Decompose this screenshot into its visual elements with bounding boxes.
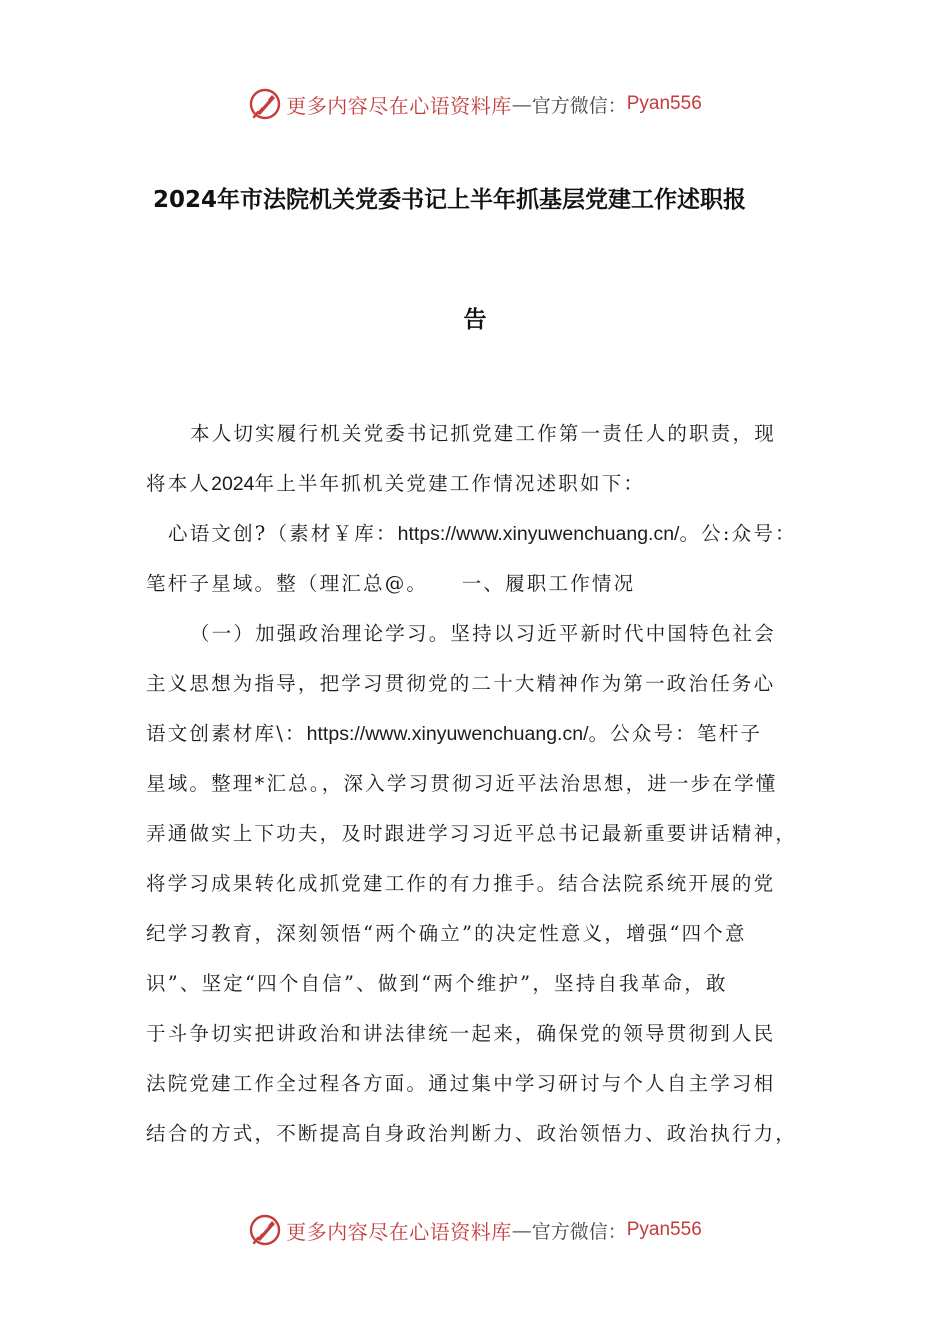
year-text: 2024	[211, 473, 255, 495]
document-body	[146, 409, 814, 1159]
paragraph-3-line: 主义思想为指导，把学习贯彻党的二十大精神作为第一政治任务心	[146, 672, 776, 695]
paragraph-2-line	[146, 509, 814, 559]
header-watermark-banner	[0, 82, 950, 126]
banner-separator: —	[511, 92, 532, 116]
paragraph-1-line: 本人切实履行机关党委书记抓党建工作第一责任人的职责，现	[190, 422, 776, 445]
banner-wechat-id: Pyan556	[626, 93, 702, 114]
quill-pen-logo-icon	[248, 87, 282, 121]
footer-watermark-banner	[0, 1208, 950, 1252]
paragraph-3-line: （一）加强政治理论学习。坚持以习近平新时代中国特色社会	[190, 622, 776, 645]
url-text: https://www.xinyuwenchuang.cn/	[397, 523, 680, 545]
document-title-line-2: 告	[463, 307, 487, 333]
paragraph-3-line: 于斗争切实把讲政治和讲法律统一起来，确保党的领导贯彻到人民	[146, 1022, 776, 1045]
banner-text: 更多内容尽在心语资料库	[286, 1219, 512, 1244]
banner-wechat-label: 官方微信：	[531, 94, 627, 117]
paragraph-3-line: 结合的方式，不断提高自身政治判断力、政治领悟力、政治执行力，	[146, 1122, 798, 1145]
paragraph-3-line: 弄通做实上下功夫，及时跟进学习习近平总书记最新重要讲话精神，	[146, 822, 798, 845]
paragraph-3-line	[146, 709, 814, 759]
banner-wechat-id: Pyan556	[626, 1219, 702, 1240]
quill-pen-logo-icon	[248, 1213, 282, 1247]
url-text: https://www.xinyuwenchuang.cn/	[306, 723, 589, 745]
text-run: 年上半年抓机关党建工作情况述职如下：	[254, 472, 646, 495]
paragraph-3-line: 法院党建工作全过程各方面。通过集中学习研讨与个人自主学习相	[146, 1072, 776, 1095]
banner-wechat-label: 官方微信：	[531, 1220, 627, 1243]
text-run: 。公众号：笔杆子	[588, 722, 763, 745]
paragraph-3-line: 纪学习教育，深刻领悟“两个确立”的决定性意义，增强“四个意	[146, 922, 747, 945]
text-run: 将本人	[146, 472, 212, 495]
document-title-line-1: 2024年市法院机关党委书记上半年抓基层党建工作述职报	[153, 187, 747, 213]
paragraph-3-line: 星域。整理*汇总。，深入学习贯彻习近平法治思想，进一步在学懂	[146, 772, 778, 795]
paragraph-2-line: 笔杆子星域。整（理汇总@。 一、履职工作情况	[146, 572, 636, 595]
paragraph-3-line: 将学习成果转化成抓党建工作的有力推手。结合法院系统开展的党	[146, 872, 776, 895]
text-run: 心语文创?（素材￥库：	[168, 522, 398, 545]
text-run: 语文创素材库\：	[146, 722, 307, 745]
banner-separator: —	[511, 1218, 532, 1242]
paragraph-3-line: 识”、坚定“四个自信”、做到“两个维护”，坚持自我革命，敢	[146, 972, 728, 995]
text-run: 。公:众号：	[679, 522, 797, 545]
paragraph-1-line	[146, 459, 814, 509]
banner-text: 更多内容尽在心语资料库	[286, 93, 512, 118]
